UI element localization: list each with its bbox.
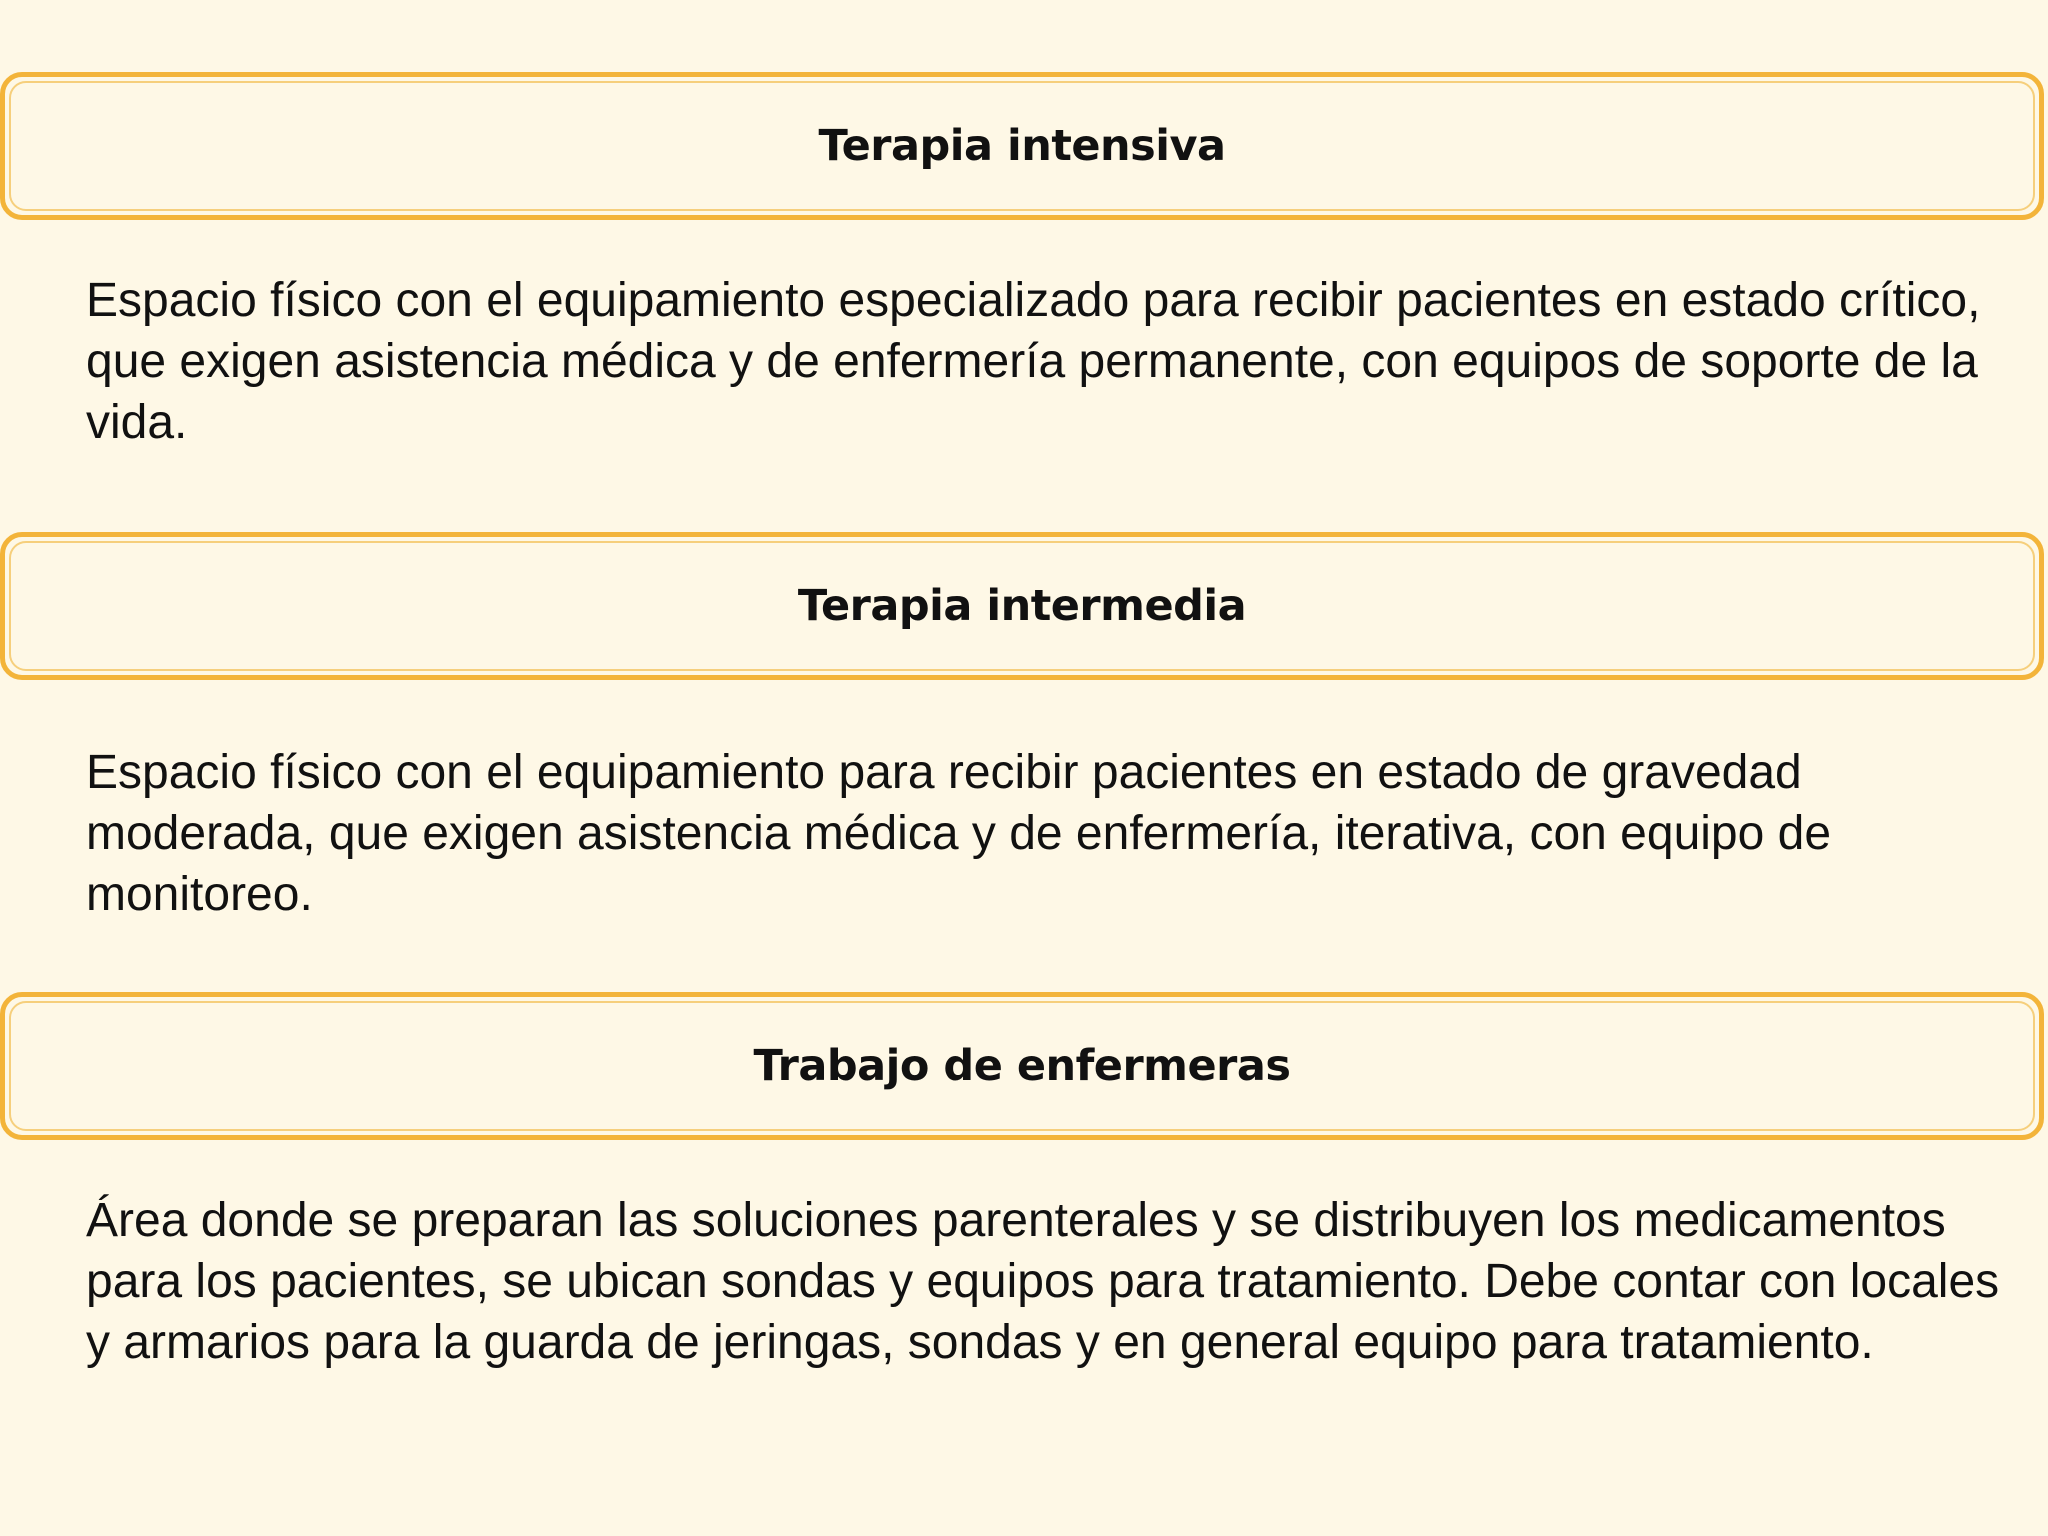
section-header-trabajo-de-enfermeras	[0, 992, 2044, 1140]
section-title: Trabajo de enfermeras	[753, 1041, 1291, 1091]
section-description: Espacio físico con el equipamiento especializado para recibir pacientes en estado crítico, que exigen asistencia médica y de enfermería permanente, con equipos de soporte de la vida.	[86, 274, 1981, 449]
section-title: Terapia intermedia	[797, 581, 1247, 631]
section-header-terapia-intermedia	[0, 532, 2044, 680]
section-description: Área donde se preparan las soluciones parenterales y se distribuyen los medicamentos para los pacientes, se ubican sondas y equipos para tratamiento. Debe contar con locales y armarios para la guarda de jeringas, sondas y en general equipo para tratamiento.	[86, 1194, 2000, 1369]
section-header-terapia-intensiva	[0, 72, 2044, 220]
section-description: Espacio físico con el equipamiento para recibir pacientes en estado de gravedad moderada, que exigen asistencia médica y de enfermería, iterativa, con equipo de monitoreo.	[86, 746, 1832, 921]
section-title: Terapia intensiva	[818, 121, 1226, 171]
